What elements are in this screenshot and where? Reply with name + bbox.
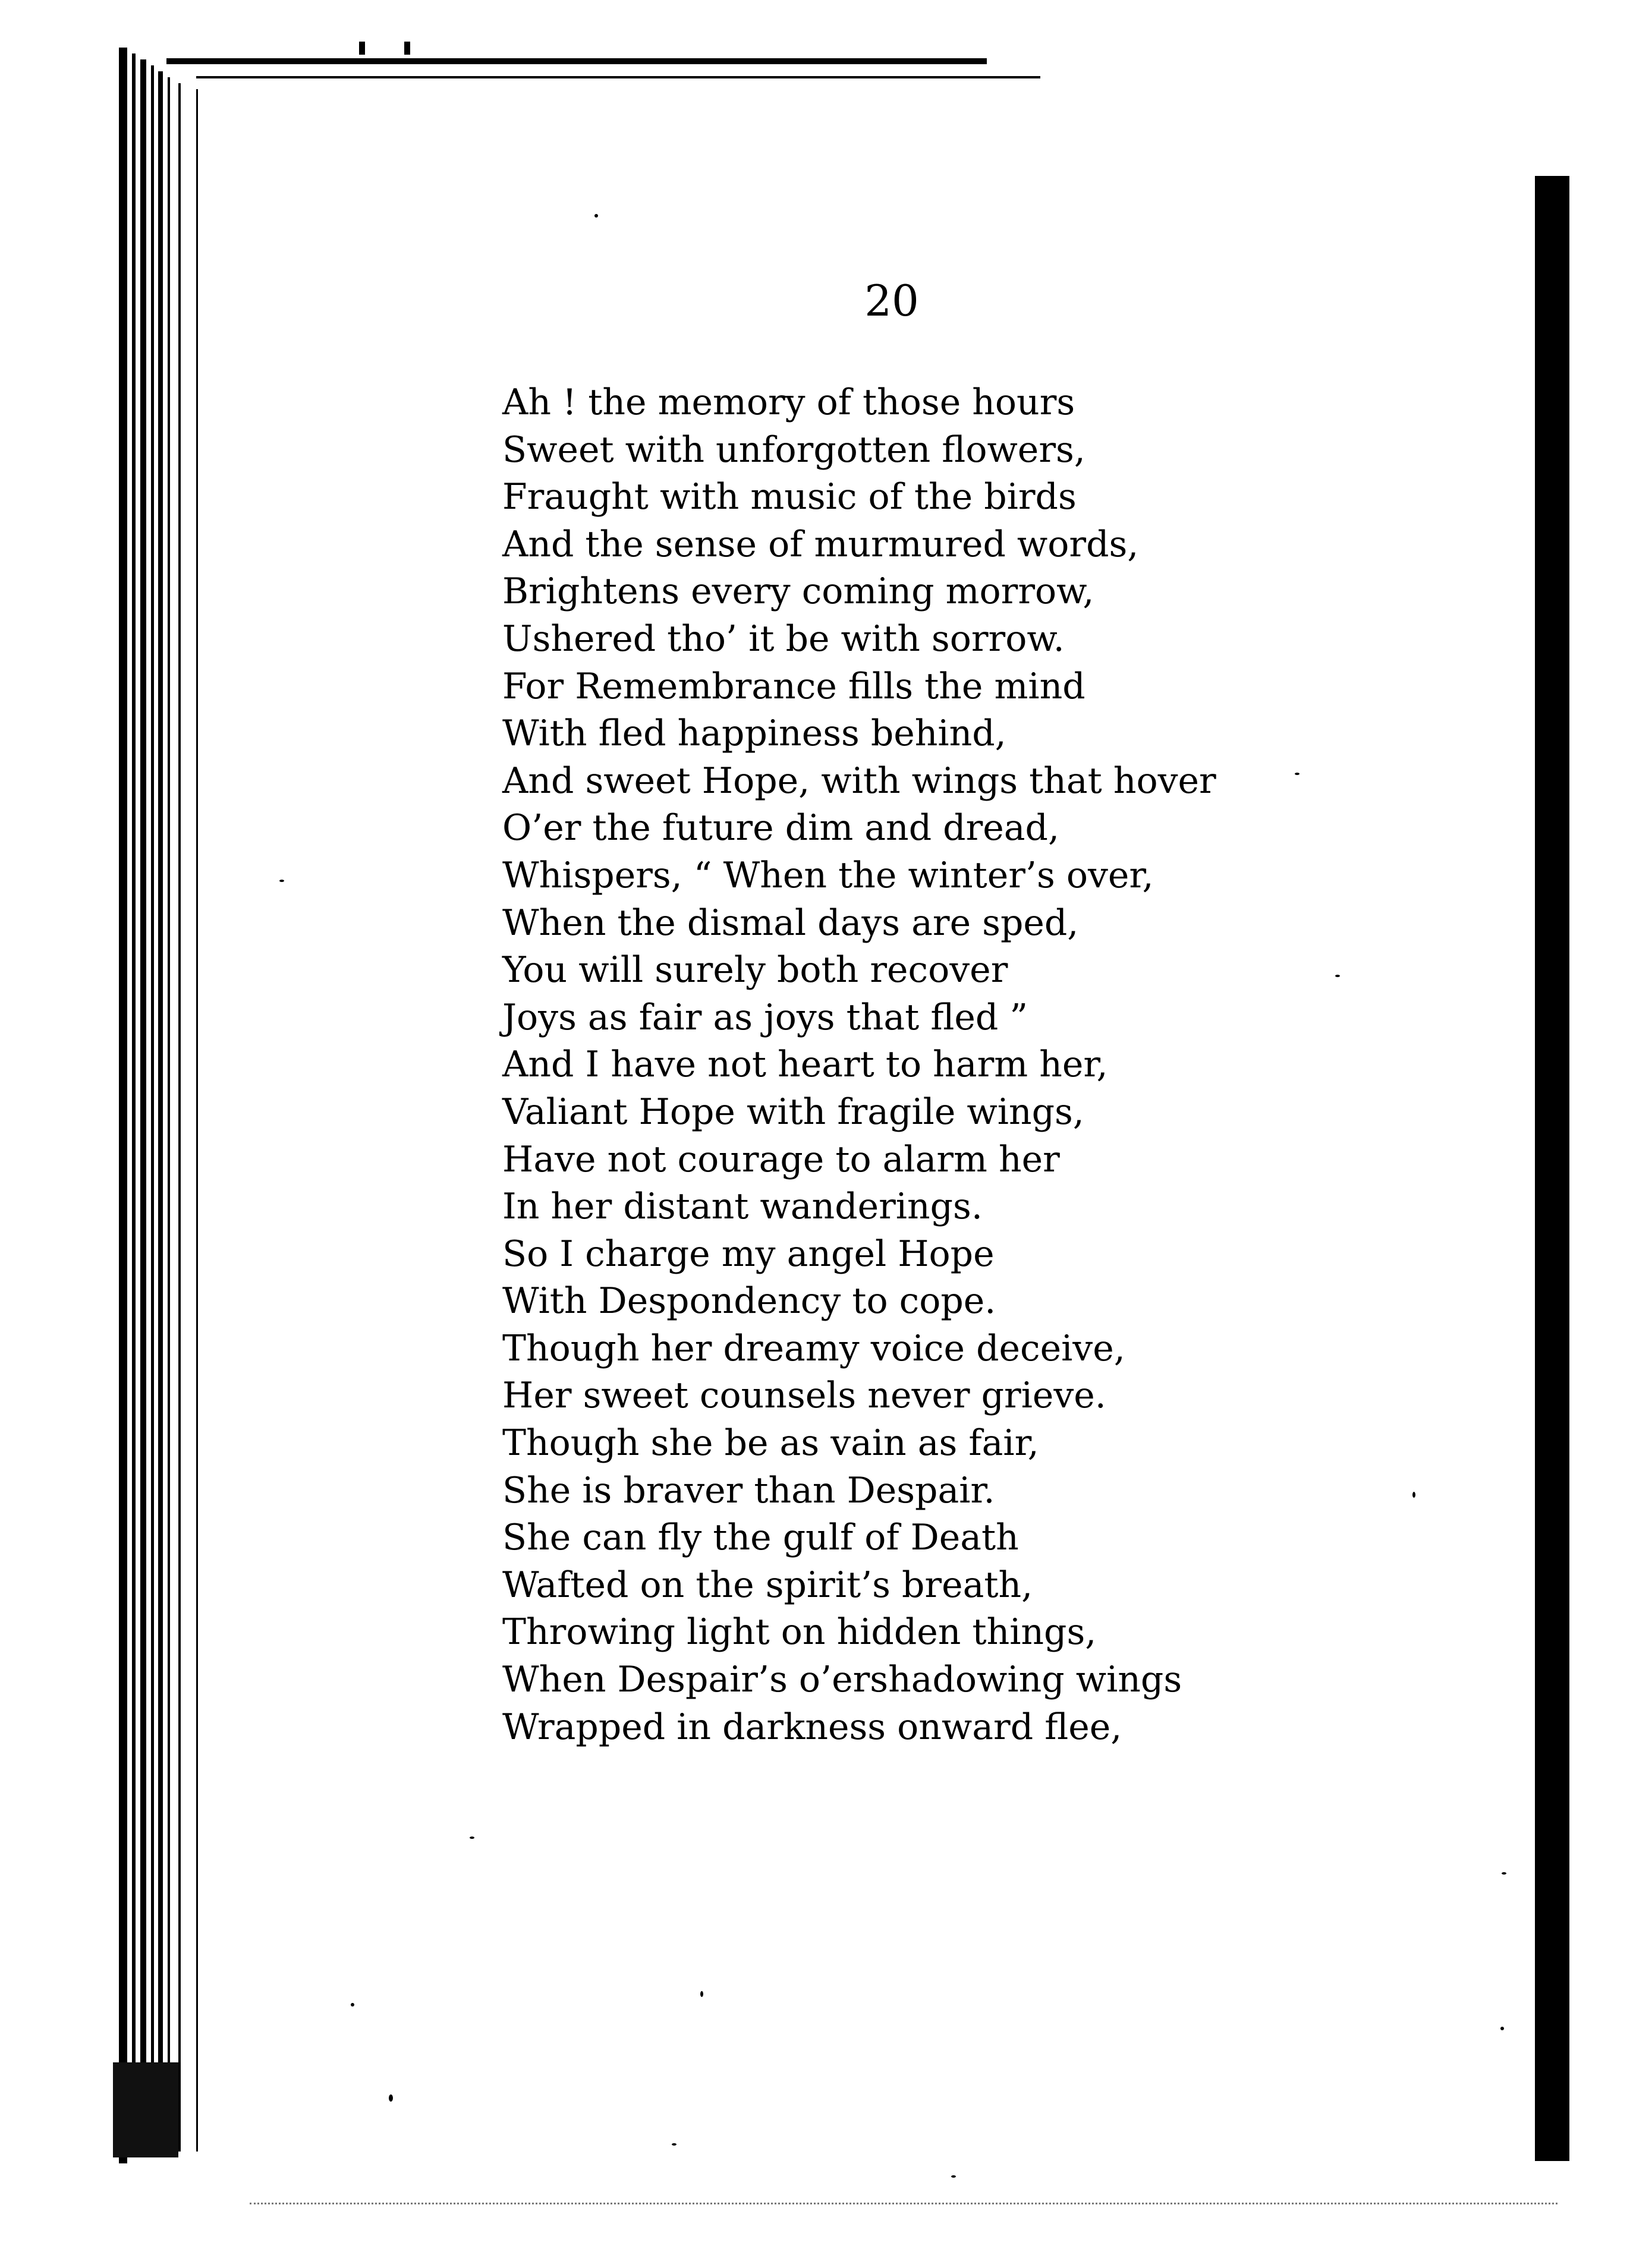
poem-line: With fled happiness behind, bbox=[502, 713, 1006, 755]
poem-line: And the sense of murmured words, bbox=[502, 523, 1139, 565]
book-edge bbox=[119, 48, 172, 2163]
poem-line: Wrapped in darkness onward flee, bbox=[502, 1706, 1122, 1748]
page-right-edge bbox=[1535, 176, 1569, 2161]
poem-line: For Remembrance fills the mind bbox=[502, 665, 1085, 707]
poem-line: Joys as fair as joys that fled ” bbox=[502, 996, 1028, 1038]
edge-smudge bbox=[113, 2062, 178, 2157]
scan-speck bbox=[351, 2003, 354, 2006]
page-top-rule-inner bbox=[196, 76, 1040, 78]
poem-line: Though her dreamy voice deceive, bbox=[502, 1327, 1125, 1369]
poem-line: Whispers, “ When the winter’s over, bbox=[502, 854, 1154, 896]
page-top-rule bbox=[166, 58, 987, 64]
poem-line: Fraught with music of the birds bbox=[502, 476, 1077, 518]
poem-line: Valiant Hope with fragile wings, bbox=[502, 1091, 1084, 1133]
poem-line: Ushered tho’ it be with sorrow. bbox=[502, 618, 1065, 660]
poem-text bbox=[502, 379, 1525, 1751]
poem-line: When the dismal days are sped, bbox=[502, 902, 1079, 944]
scan-speck bbox=[951, 2175, 956, 2178]
poem-line: And I have not heart to harm her, bbox=[502, 1044, 1108, 1086]
poem-line: So I charge my angel Hope bbox=[502, 1233, 995, 1275]
poem-line: Brightens every coming morrow, bbox=[502, 571, 1094, 613]
poem-line: With Despondency to cope. bbox=[502, 1280, 996, 1322]
poem-line: Though she be as vain as fair, bbox=[502, 1422, 1039, 1464]
page-bottom-edge bbox=[250, 2203, 1558, 2206]
poem-line: And sweet Hope, with wings that hover bbox=[502, 760, 1216, 802]
poem-line: Sweet with unforgotten flowers, bbox=[502, 429, 1085, 471]
scan-speck bbox=[470, 1837, 474, 1839]
scan-speck bbox=[279, 880, 284, 882]
scan-speck bbox=[700, 1991, 703, 1997]
poem-line: In her distant wanderings. bbox=[502, 1186, 983, 1228]
scan-speck bbox=[594, 214, 598, 218]
poem-line: Her sweet counsels never grieve. bbox=[502, 1375, 1106, 1417]
poem-line: Have not courage to alarm her bbox=[502, 1138, 1060, 1180]
scan-speck bbox=[389, 2094, 393, 2102]
scan-speck bbox=[672, 2143, 677, 2146]
poem-line: O’er the future dim and dread, bbox=[502, 807, 1060, 849]
scan-speck bbox=[1500, 2027, 1504, 2030]
poem-line: Wafted on the spirit’s breath, bbox=[502, 1564, 1033, 1606]
poem-line: Throwing light on hidden things, bbox=[502, 1611, 1097, 1653]
poem-line: She can fly the gulf of Death bbox=[502, 1517, 1019, 1559]
poem-line: She is braver than Despair. bbox=[502, 1469, 995, 1511]
poem-line: You will surely both recover bbox=[502, 949, 1008, 991]
poem-line: When Despair’s o’ershadowing wings bbox=[502, 1659, 1182, 1701]
scan-speck bbox=[1502, 1872, 1506, 1875]
poem-line: Ah ! the memory of those hours bbox=[502, 382, 1075, 423]
page-number: 20 bbox=[864, 276, 919, 326]
